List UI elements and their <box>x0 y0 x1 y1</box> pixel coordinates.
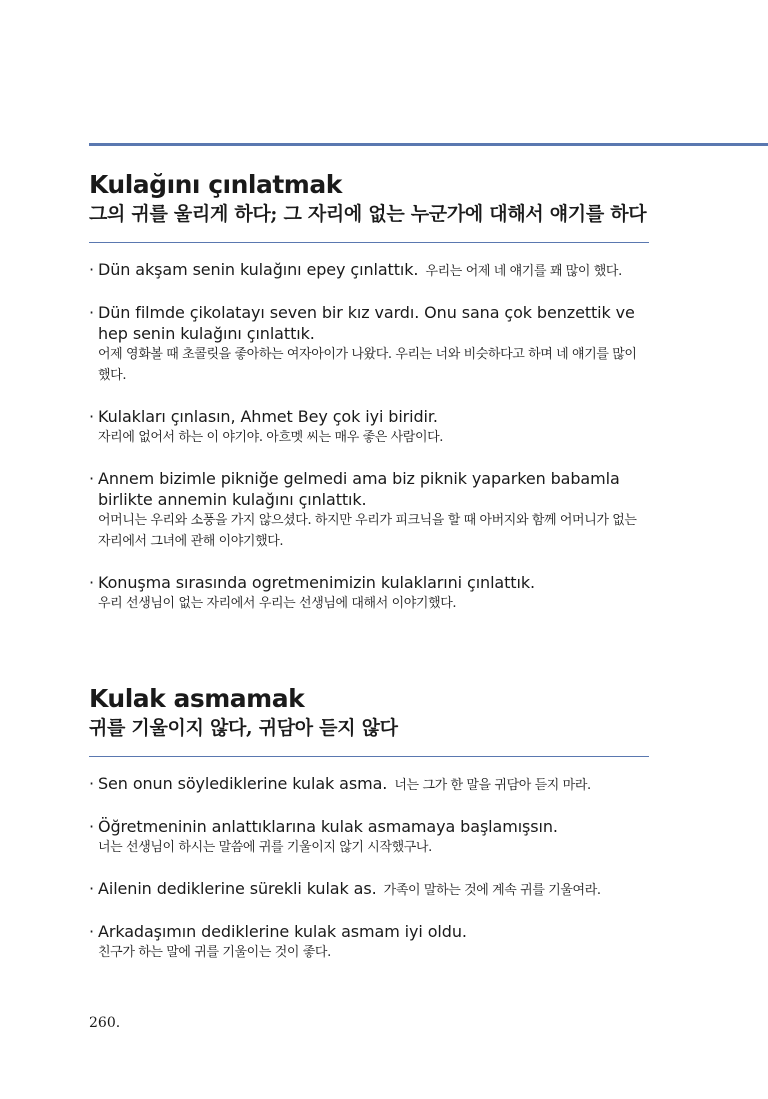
bullet: · <box>89 407 95 426</box>
example-item <box>89 572 649 614</box>
bullet: · <box>89 817 95 836</box>
bullet: · <box>89 774 95 793</box>
example-turkish: Ailenin dediklerine sürekli kulak as. <box>98 879 377 898</box>
example-item <box>89 878 649 901</box>
bullet: · <box>89 922 95 941</box>
example-korean: 자리에 없어서 하는 이 야기야. 아흐멧 씨는 매우 좋은 사람이다. <box>98 430 444 445</box>
example-korean: 가족이 말하는 것에 계속 귀를 기울여라. <box>383 883 601 898</box>
example-korean: 어제 영화볼 때 초콜릿을 좋아하는 여자아이가 나왔다. 우리는 너와 비슷하다고 하며 네 얘기를 많이 했다. <box>98 347 637 383</box>
example-item <box>89 816 649 858</box>
idiom-section <box>89 684 649 963</box>
idiom-meaning: 귀를 기울이지 않다, 귀담아 듣지 않다 <box>89 717 398 739</box>
bullet: · <box>89 573 95 592</box>
example-korean: 우리 선생님이 없는 자리에서 우리는 선생님에 대해서 이야기했다. <box>98 596 457 611</box>
example-korean: 너는 선생님이 하시는 말씀에 귀를 기울이지 않기 시작했구나. <box>98 840 432 855</box>
bullet: · <box>89 260 95 279</box>
example-korean: 우리는 어제 네 얘기를 꽤 많이 했다. <box>425 264 622 279</box>
example-item <box>89 406 649 448</box>
section-divider <box>89 756 649 757</box>
example-korean: 어머니는 우리와 소풍을 가지 않으셨다. 하지만 우리가 피크닉을 할 때 아버지와 함께 어머니가 없는 자리에서 그녀에 관해 이야기했다. <box>98 513 637 549</box>
example-item <box>89 921 649 963</box>
example-turkish: Konuşma sırasında ogretmenimizin kulaklarıni çınlattık. <box>98 573 535 592</box>
example-turkish: Öğretmeninin anlattıklarına kulak asmamaya başlamışsın. <box>98 817 558 836</box>
example-item <box>89 302 649 386</box>
example-item <box>89 773 649 796</box>
idiom-meaning: 그의 귀를 울리게 하다; 그 자리에 없는 누군가에 대해서 얘기를 하다 <box>89 203 647 225</box>
idiom-title: Kulak asmamak <box>89 684 305 713</box>
example-item <box>89 259 649 282</box>
bullet: · <box>89 303 95 322</box>
example-turkish: Annem bizimle pikniğe gelmedi ama biz piknik yaparken babamla birlikte annemin kulağını çınlattık. <box>98 469 620 509</box>
idiom-section <box>89 170 649 614</box>
example-turkish: Dün akşam senin kulağını epey çınlattık. <box>98 260 419 279</box>
example-turkish: Arkadaşımın dediklerine kulak asmam iyi oldu. <box>98 922 467 941</box>
example-item <box>89 468 649 552</box>
section-divider <box>89 242 649 243</box>
page-number: 260. <box>89 1015 121 1031</box>
example-turkish: Kulakları çınlasın, Ahmet Bey çok iyi biridir. <box>98 407 438 426</box>
bullet: · <box>89 879 95 898</box>
idiom-title: Kulağını çınlatmak <box>89 170 342 199</box>
example-turkish: Sen onun söylediklerine kulak asma. <box>98 774 388 793</box>
bullet: · <box>89 469 95 488</box>
top-rule <box>89 143 768 146</box>
example-korean: 친구가 하는 말에 귀를 기울이는 것이 좋다. <box>98 945 331 960</box>
example-korean: 너는 그가 한 말을 귀담아 듣지 마라. <box>394 778 591 793</box>
example-turkish: Dün filmde çikolatayı seven bir kız vardı. Onu sana çok benzettik ve hep senin kulağını çınlattık. <box>98 303 635 343</box>
